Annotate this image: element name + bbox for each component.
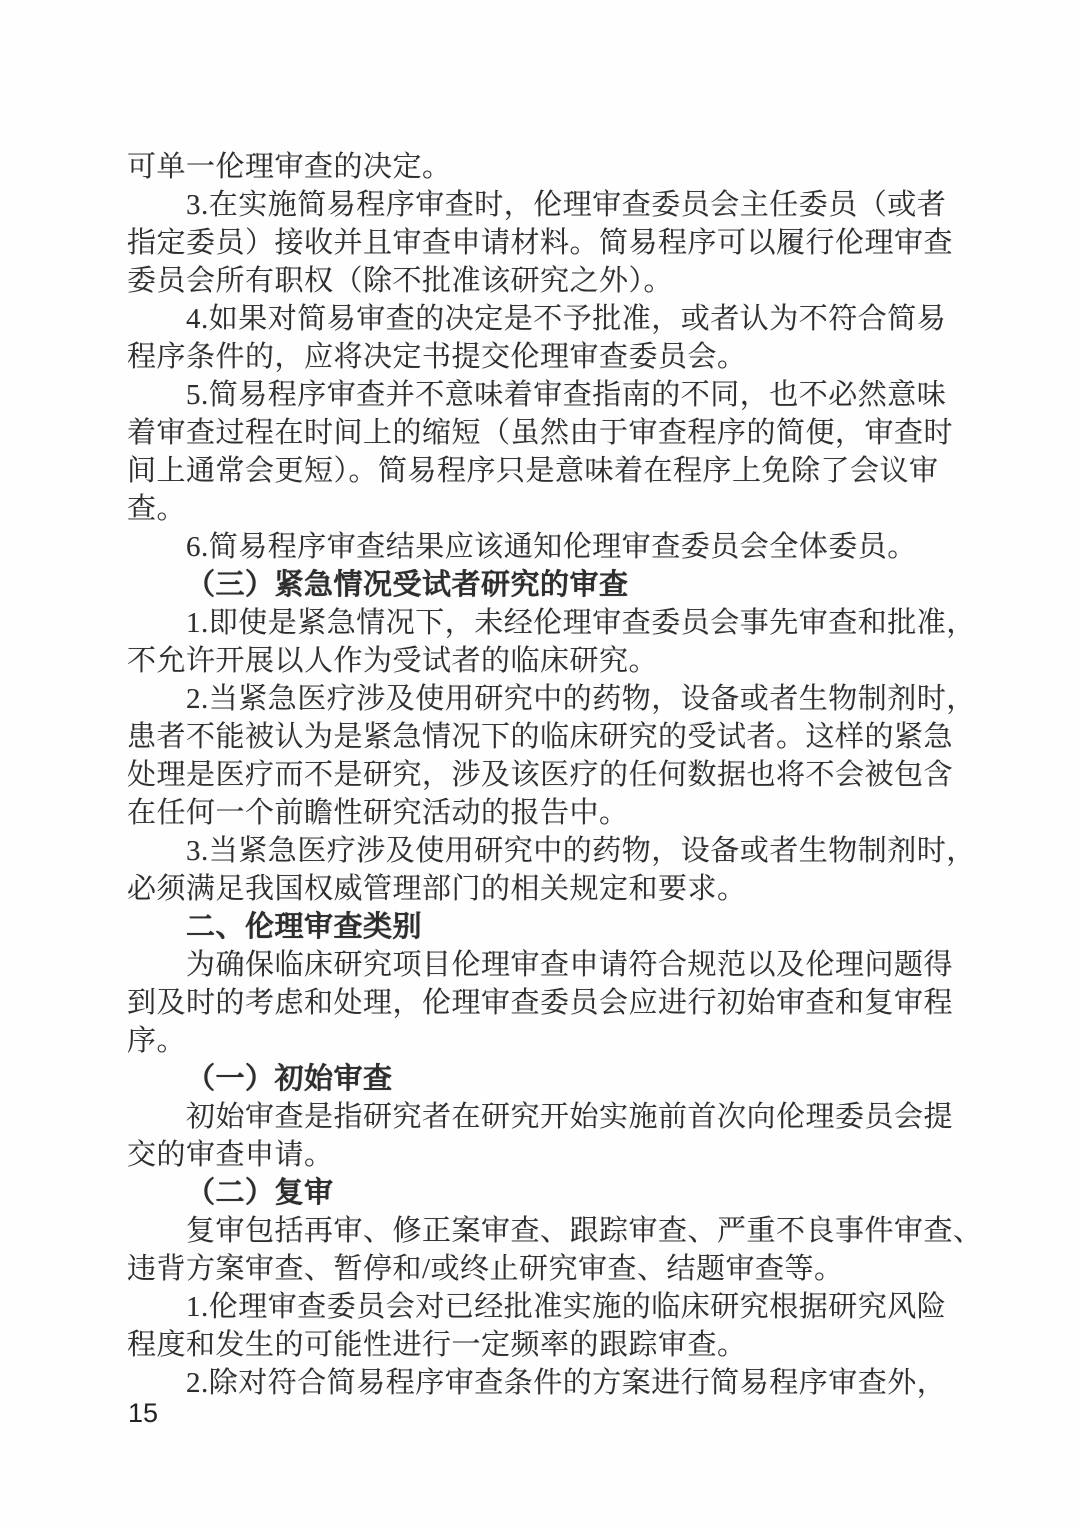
body-line: 2.当紧急医疗涉及使用研究中的药物，设备或者生物制剂时， — [186, 683, 976, 715]
heading-re-review: （二）复审 — [186, 1177, 334, 1209]
body-line: 查。 — [127, 493, 187, 525]
heading-review-categories: 二、伦理审查类别 — [186, 911, 423, 943]
heading-emergency-subject-review: （三）紧急情况受试者研究的审查 — [186, 569, 629, 601]
body-line: 5.简易程序审查并不意味着审查指南的不同，也不必然意味 — [186, 379, 947, 411]
body-line: 3.当紧急医疗涉及使用研究中的药物，设备或者生物制剂时， — [186, 835, 976, 867]
body-line: 6.简易程序审查结果应该通知伦理审查委员会全体委员。 — [186, 531, 917, 563]
body-line: 必须满足我国权威管理部门的相关规定和要求。 — [127, 873, 747, 905]
body-line: 患者不能被认为是紧急情况下的临床研究的受试者。这样的紧急 — [127, 721, 954, 753]
body-line: 2.除对符合简易程序审查条件的方案进行简易程序审查外， — [186, 1367, 947, 1399]
body-line: 间上通常会更短）。简易程序只是意味着在程序上免除了会议审 — [127, 455, 939, 487]
body-line: 初始审查是指研究者在研究开始实施前首次向伦理委员会提 — [186, 1101, 954, 1133]
body-line: 程度和发生的可能性进行一定频率的跟踪审查。 — [127, 1329, 747, 1361]
body-line: 1.即使是紧急情况下，未经伦理审查委员会事先审查和批准， — [186, 607, 976, 639]
heading-initial-review: （一）初始审查 — [186, 1063, 393, 1095]
body-line: 交的审查申请。 — [127, 1139, 334, 1171]
body-line: 在任何一个前瞻性研究活动的报告中。 — [127, 797, 629, 829]
body-line: 到及时的考虑和处理，伦理审查委员会应进行初始审查和复审程 — [127, 987, 954, 1019]
body-line: 委员会所有职权（除不批准该研究之外）。 — [127, 265, 674, 297]
document-text-block — [127, 148, 983, 1402]
body-line: 处理是医疗而不是研究，涉及该医疗的任何数据也将不会被包含 — [127, 759, 954, 791]
body-line: 程序条件的，应将决定书提交伦理审查委员会。 — [127, 341, 747, 373]
body-line: 1.伦理审查委员会对已经批准实施的临床研究根据研究风险 — [186, 1291, 947, 1323]
body-line: 违背方案审查、暂停和/或终止研究审查、结题审查等。 — [127, 1253, 844, 1285]
body-line: 4.如果对简易审查的决定是不予批准，或者认为不符合简易 — [186, 303, 947, 335]
body-line: 3.在实施简易程序审查时，伦理审查委员会主任委员（或者 — [186, 189, 947, 221]
body-line: 复审包括再审、修正案审查、跟踪审查、严重不良事件审查、 — [186, 1215, 983, 1247]
body-line: 着审查过程在时间上的缩短（虽然由于审查程序的简便，审查时 — [127, 417, 954, 449]
body-line: 可单一伦理审查的决定。 — [127, 151, 452, 183]
body-line: 序。 — [127, 1025, 187, 1057]
body-line: 不允许开展以人作为受试者的临床研究。 — [127, 645, 659, 677]
page-number: 15 — [128, 1398, 159, 1428]
body-line: 指定委员）接收并且审查申请材料。简易程序可以履行伦理审查 — [127, 227, 954, 259]
body-line: 为确保临床研究项目伦理审查申请符合规范以及伦理问题得 — [186, 949, 954, 981]
